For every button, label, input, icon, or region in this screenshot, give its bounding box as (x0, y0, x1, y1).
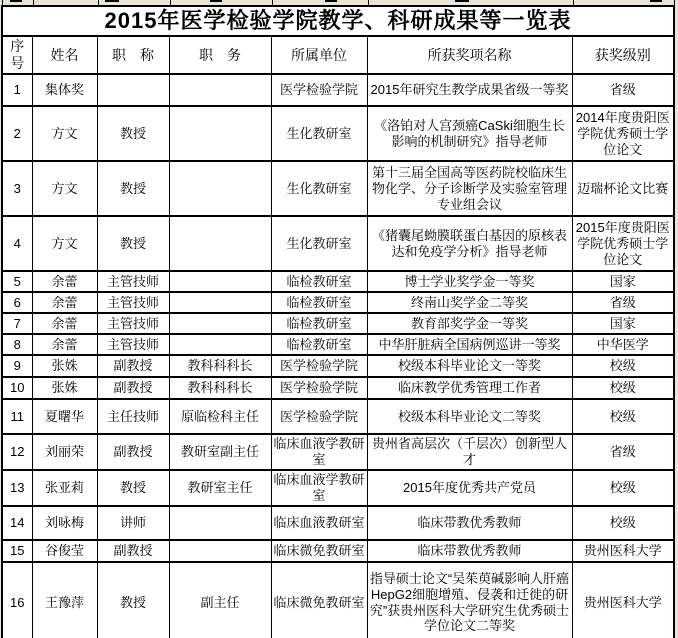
table-row (2, 506, 674, 540)
award-cell: 终南山奖学金二等奖 (367, 292, 572, 313)
level-cell: 校级 (572, 377, 674, 399)
name-cell: 余蕾 (32, 271, 97, 292)
row-number-cell: 2 (2, 106, 32, 161)
row-number-cell: 1 (2, 74, 32, 106)
name-cell: 刘咏梅 (32, 506, 97, 540)
unit-cell: 生化教研室 (271, 216, 367, 271)
level-cell: 贵州医科大学 (572, 540, 674, 562)
table-row (2, 292, 674, 313)
position-cell (169, 540, 271, 562)
level-cell: 省级 (572, 434, 674, 470)
row-number-cell: 15 (2, 540, 32, 562)
award-cell: 校级本科毕业论文一等奖 (367, 355, 572, 377)
clipped-text-fragment (210, 0, 222, 2)
row-number-cell: 8 (2, 334, 32, 355)
job-title-cell: 教授 (97, 106, 169, 161)
row-number-cell: 11 (2, 399, 32, 434)
name-cell: 谷俊莹 (32, 540, 97, 562)
position-cell: 教科科科长 (169, 377, 271, 399)
table-row (2, 399, 674, 434)
header-cell-job-title: 职 称 (97, 36, 169, 74)
table-row (2, 106, 674, 161)
unit-cell: 临床微免教研室 (271, 540, 367, 562)
name-cell: 余蕾 (32, 334, 97, 355)
table-header-row (2, 36, 674, 74)
header-cell-award-name: 所获奖项名称 (367, 36, 572, 74)
page-title: 2015年医学检验学院教学、科研成果等一览表 (2, 6, 674, 36)
level-cell: 2015年度贵阳医学院优秀硕士学位论文 (572, 216, 674, 271)
award-cell: 2015年研究生教学成果省级一等奖 (367, 74, 572, 106)
job-title-cell: 主管技师 (97, 271, 169, 292)
header-cell-position: 职 务 (169, 36, 271, 74)
row-number-cell: 3 (2, 161, 32, 216)
table-body (2, 74, 674, 638)
name-cell: 方文 (32, 106, 97, 161)
row-number-cell: 5 (2, 271, 32, 292)
row-number-cell: 7 (2, 313, 32, 334)
job-title-cell: 教授 (97, 470, 169, 506)
unit-cell: 临床微免教研室 (271, 562, 367, 638)
job-title-cell: 副教授 (97, 377, 169, 399)
header-cell-row-number: 序号 (2, 36, 32, 74)
table-row (2, 355, 674, 377)
unit-cell: 生化教研室 (271, 161, 367, 216)
row-number-cell: 10 (2, 377, 32, 399)
unit-cell: 临检教研室 (271, 292, 367, 313)
job-title-cell: 主管技师 (97, 334, 169, 355)
table-row (2, 377, 674, 399)
table-row (2, 334, 674, 355)
row-number-cell: 12 (2, 434, 32, 470)
row-number-cell: 13 (2, 470, 32, 506)
position-cell (169, 216, 271, 271)
level-cell: 国家 (572, 313, 674, 334)
level-cell: 中华医学 (572, 334, 674, 355)
award-cell: 临床带教优秀教师 (367, 506, 572, 540)
table-row (2, 74, 674, 106)
header-cell-award-level: 获奖级别 (572, 36, 674, 74)
job-title-cell: 副教授 (97, 434, 169, 470)
unit-cell: 生化教研室 (271, 106, 367, 161)
position-cell: 教研室副主任 (169, 434, 271, 470)
award-cell: 临床教学优秀管理工作者 (367, 377, 572, 399)
award-cell: 第十三届全国高等医药院校临床生物化学、分子诊断学及实验室管理专业组会议 (367, 161, 572, 216)
award-cell: 中华肝脏病全国病例巡讲一等奖 (367, 334, 572, 355)
level-cell: 校级 (572, 470, 674, 506)
position-cell: 教研室主任 (169, 470, 271, 506)
table-row (2, 313, 674, 334)
unit-cell: 临检教研室 (271, 271, 367, 292)
award-cell: 2015年度优秀共产党员 (367, 470, 572, 506)
unit-cell: 临床血液学教研室 (271, 434, 367, 470)
position-cell (169, 106, 271, 161)
award-cell: 指导硕士论文“吴茱萸碱影响人肝癌HepG2细胞增殖、侵袭和迁徙的研究”获贵州医科大学研究生优秀硕士学位论文二等奖 (367, 562, 572, 638)
results-table (1, 5, 675, 638)
position-cell (169, 506, 271, 540)
table-title-row (2, 6, 674, 36)
position-cell: 副主任 (169, 562, 271, 638)
job-title-cell: 主任技师 (97, 399, 169, 434)
unit-cell: 临检教研室 (271, 334, 367, 355)
level-cell: 校级 (572, 399, 674, 434)
position-cell (169, 161, 271, 216)
position-cell (169, 334, 271, 355)
name-cell: 张姝 (32, 377, 97, 399)
clipped-text-fragment (650, 0, 662, 2)
job-title-cell: 主管技师 (97, 313, 169, 334)
position-cell: 教科科科长 (169, 355, 271, 377)
name-cell: 余蕾 (32, 292, 97, 313)
name-cell: 夏曙华 (32, 399, 97, 434)
unit-cell: 医学检验学院 (271, 377, 367, 399)
name-cell: 刘丽荣 (32, 434, 97, 470)
clipped-text-fragment (10, 0, 22, 2)
award-cell: 临床带教优秀教师 (367, 540, 572, 562)
job-title-cell: 副教授 (97, 540, 169, 562)
job-title-cell: 副教授 (97, 355, 169, 377)
job-title-cell: 讲师 (97, 506, 169, 540)
position-cell (169, 74, 271, 106)
clipped-text-fragment (105, 0, 119, 2)
name-cell: 张亚莉 (32, 470, 97, 506)
level-cell: 迈瑞杯论文比赛 (572, 161, 674, 216)
unit-cell: 医学检验学院 (271, 74, 367, 106)
level-cell: 贵州医科大学 (572, 562, 674, 638)
table-row (2, 434, 674, 470)
header-cell-name: 姓名 (32, 36, 97, 74)
job-title-cell: 主管技师 (97, 292, 169, 313)
header-cell-unit: 所属单位 (271, 36, 367, 74)
level-cell: 校级 (572, 355, 674, 377)
name-cell: 张姝 (32, 355, 97, 377)
level-cell: 省级 (572, 292, 674, 313)
unit-cell: 医学检验学院 (271, 355, 367, 377)
job-title-cell: 教授 (97, 216, 169, 271)
position-cell (169, 292, 271, 313)
position-cell (169, 313, 271, 334)
level-cell: 省级 (572, 74, 674, 106)
table-row (2, 470, 674, 506)
award-cell: 博士学业奖学金一等奖 (367, 271, 572, 292)
row-number-cell: 6 (2, 292, 32, 313)
row-number-cell: 4 (2, 216, 32, 271)
clipped-text-fragment (325, 0, 337, 2)
award-cell: 校级本科毕业论文二等奖 (367, 399, 572, 434)
level-cell: 2014年度贵阳医学院优秀硕士学位论文 (572, 106, 674, 161)
job-title-cell: 教授 (97, 161, 169, 216)
job-title-cell (97, 74, 169, 106)
clipped-text-fragment (455, 0, 469, 2)
table-row (2, 216, 674, 271)
level-cell: 校级 (572, 506, 674, 540)
name-cell: 余蕾 (32, 313, 97, 334)
level-cell: 国家 (572, 271, 674, 292)
unit-cell: 临床血液教研室 (271, 506, 367, 540)
table-row (2, 161, 674, 216)
table-row (2, 562, 674, 638)
row-number-cell: 9 (2, 355, 32, 377)
row-number-cell: 16 (2, 562, 32, 638)
table-row (2, 540, 674, 562)
table-row (2, 271, 674, 292)
row-number-cell: 14 (2, 506, 32, 540)
name-cell: 方文 (32, 216, 97, 271)
name-cell: 方文 (32, 161, 97, 216)
name-cell: 集体奖 (32, 74, 97, 106)
award-cell: 贵州省高层次（千层次）创新型人才 (367, 434, 572, 470)
position-cell: 原临检科主任 (169, 399, 271, 434)
award-cell: 《猪囊尾蚴膜联蛋白基因的原核表达和免疫学分析》指导老师 (367, 216, 572, 271)
award-cell: 《洛铂对人宫颈癌CaSki细胞生长影响的机制研究》指导老师 (367, 106, 572, 161)
job-title-cell: 教授 (97, 562, 169, 638)
position-cell (169, 271, 271, 292)
unit-cell: 医学检验学院 (271, 399, 367, 434)
unit-cell: 临检教研室 (271, 313, 367, 334)
award-cell: 教育部奖学金一等奖 (367, 313, 572, 334)
name-cell: 王豫萍 (32, 562, 97, 638)
unit-cell: 临床血液学教研室 (271, 470, 367, 506)
